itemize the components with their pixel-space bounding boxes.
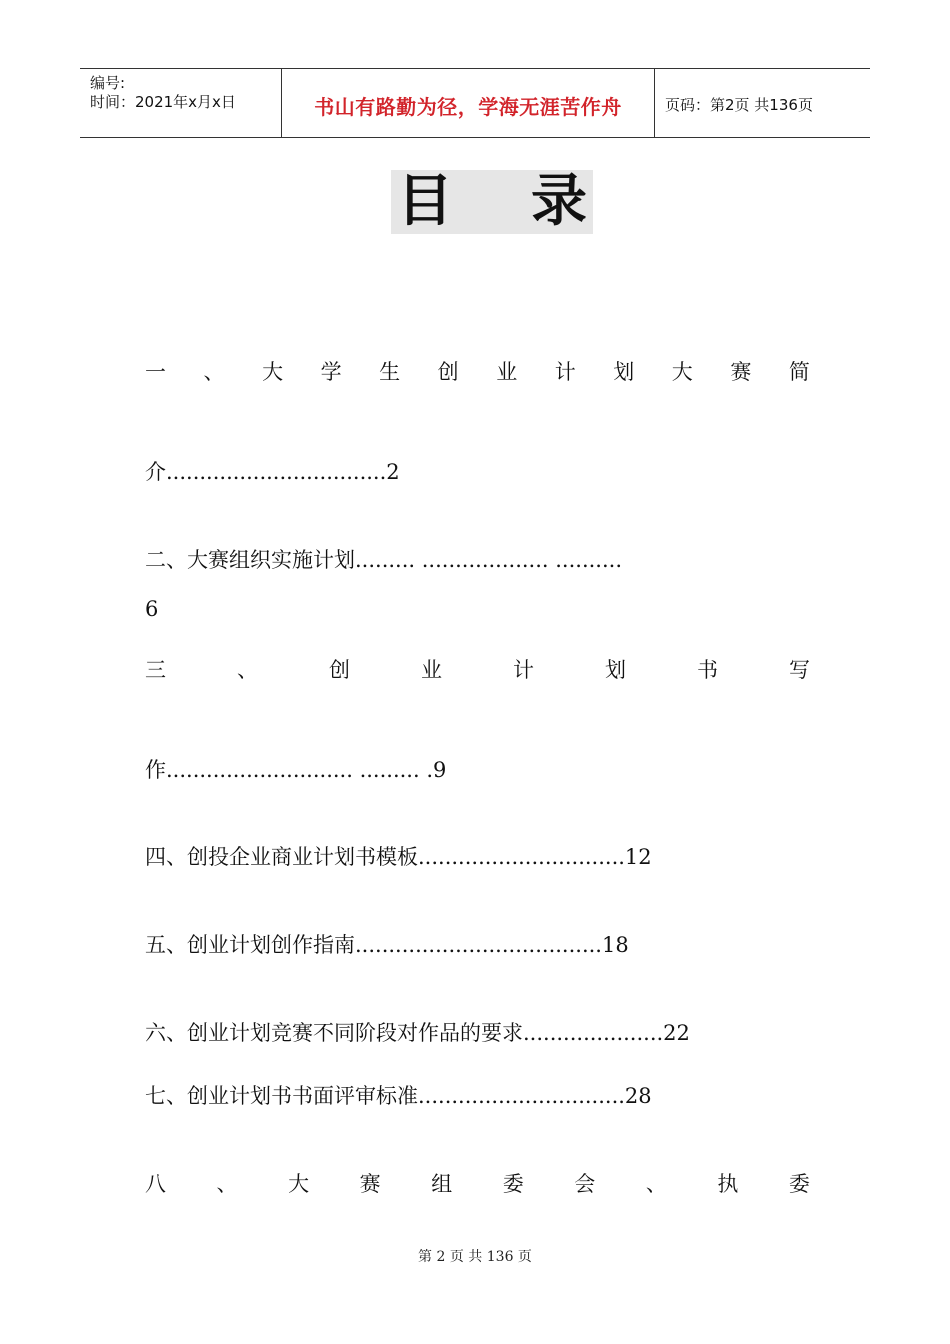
toc-entry-1-line-1 — [145, 358, 810, 386]
toc-char: 赛 — [730, 360, 752, 384]
toc-char: 一 — [145, 360, 166, 384]
toc-char: 大 — [288, 1172, 310, 1196]
toc-entry-7[interactable]: 七、创业计划书书面评审标准...............................28 — [145, 1084, 652, 1108]
header-motto-cell — [282, 69, 655, 137]
toc-char: 、 — [203, 360, 225, 384]
toc-entry-3-line-2[interactable]: 作............................ ......... .9 — [145, 758, 447, 782]
toc-char: 执 — [717, 1172, 739, 1196]
toc-char: 、 — [216, 1172, 238, 1196]
title-char: 目 — [397, 169, 453, 234]
toc-char: 业 — [496, 360, 518, 384]
toc-entry-3-line-1 — [145, 656, 810, 684]
toc-entry-8-line-1 — [145, 1170, 810, 1198]
toc-char: 会 — [574, 1172, 596, 1196]
page-header — [80, 68, 870, 138]
time-label: 时间：2021年x月x日 — [90, 93, 236, 111]
toc-char: 创 — [437, 360, 459, 384]
toc-char: 大 — [671, 360, 693, 384]
toc-char: 委 — [788, 1172, 810, 1196]
toc-char: 简 — [788, 360, 810, 384]
header-page-cell — [655, 69, 870, 137]
toc-entry-6[interactable]: 六、创业计划竞赛不同阶段对作品的要求.....................22 — [145, 1021, 690, 1045]
toc-char: 、 — [645, 1172, 667, 1196]
toc-entry-1-line-2[interactable]: 介.................................2 — [145, 460, 400, 484]
toc-entry-2[interactable]: 二、大赛组织实施计划......... ................... .......... — [145, 548, 623, 572]
page-title — [391, 170, 593, 234]
toc-char: 委 — [502, 1172, 524, 1196]
toc-char: 组 — [431, 1172, 453, 1196]
toc-entry-4[interactable]: 四、创投企业商业计划书模板...............................12 — [145, 845, 652, 869]
toc-char: 计 — [554, 360, 576, 384]
toc-char: 计 — [513, 658, 534, 682]
toc-entry-5[interactable]: 五、创业计划创作指南.....................................18 — [145, 933, 629, 957]
toc-entry-2-page: 6 — [145, 597, 159, 621]
number-label: 编号: — [90, 74, 126, 92]
toc-char: 生 — [379, 360, 401, 384]
toc-char: 大 — [262, 360, 284, 384]
toc-char: 划 — [605, 658, 626, 682]
toc-char: 、 — [237, 658, 258, 682]
toc-char: 赛 — [359, 1172, 381, 1196]
toc-char: 书 — [697, 658, 718, 682]
toc-char: 学 — [320, 360, 342, 384]
toc-char: 业 — [421, 658, 442, 682]
toc-char: 三 — [145, 658, 166, 682]
toc-char: 划 — [613, 360, 635, 384]
toc-char: 写 — [789, 658, 810, 682]
motto-text: 书山有路勤为径，学海无涯苦作舟 — [314, 95, 622, 119]
header-info-cell — [80, 69, 282, 137]
toc-char: 八 — [145, 1172, 166, 1196]
title-char: 录 — [531, 169, 587, 234]
toc-char: 创 — [329, 658, 350, 682]
page-footer: 第 2 页 共 136 页 — [418, 1249, 532, 1265]
page-number-label: 页码：第2页 共136页 — [665, 96, 813, 114]
